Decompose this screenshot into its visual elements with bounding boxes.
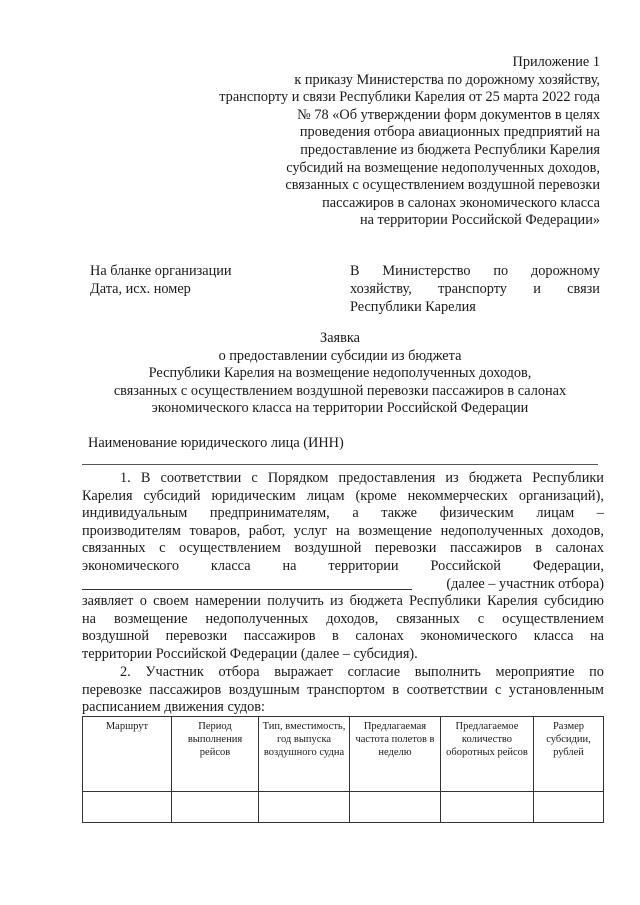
word: хозяйству, [350,281,412,297]
para1-line [82,505,604,523]
word: (кроме [355,487,397,504]
title-line: экономического класса на территории Российской Федерации [151,400,529,417]
appendix-line: пассажиров в салонах экономического класса [322,194,600,211]
word: на [335,522,350,539]
table-header-cell: Маршрут [83,717,172,792]
letterhead-note [90,262,232,298]
word: из [445,470,459,486]
word: выполнить [414,664,481,680]
appendix-line: Приложение 1 [512,54,600,70]
table-header-cell: Предлагаемое количество оборотных рейсов [441,717,534,792]
word: возмещение [358,522,433,539]
appendix-line: на территории Российской Федерации» [359,212,600,229]
word: перевозке [82,681,142,698]
word: заявляет [82,593,134,610]
document-title [80,330,600,418]
para1-line [82,611,604,629]
table-cell[interactable] [441,792,534,823]
word: Федерации, [532,557,604,574]
word: установленным [508,681,604,698]
table-cell[interactable] [534,792,604,823]
table-header-cell: Период выполнения рейсов [172,717,259,792]
word: соответствии [160,470,242,486]
word: 2. [120,664,131,680]
addressee-block [350,262,600,316]
title-line: связанных с осуществлением воздушной перевозки пассажиров в салонах [113,382,567,399]
word: предоставления [338,470,436,486]
org-name-label: Наименование юридического лица (ИНН) [88,435,344,451]
title-line: Заявка [320,330,360,346]
appendix-header [160,54,600,230]
word: осуществлением [502,610,604,627]
para1-line [82,646,604,664]
word: дорожному [531,263,600,279]
word: (далее – участник отбора) [446,575,604,592]
paragraph-1 [82,470,604,664]
word: а [352,505,359,522]
word: на [282,557,297,574]
word: намерении [195,593,261,610]
para1-line [82,628,604,646]
participant-name-fill-line [82,576,412,590]
appendix-line: к приказу Министерства по дорожному хозяйству, [294,71,600,88]
word: В [140,470,151,486]
para1-line [82,558,604,576]
word: связи [567,281,600,297]
word: своем [153,593,189,610]
word: транспорту [438,281,507,297]
appendix-line: связанных с осуществлением воздушной перевозки [285,177,600,194]
word: также [381,505,418,522]
word: осуществлением [178,540,281,557]
word: перевозки [374,540,437,557]
word: экономического [420,628,518,645]
word: на [82,610,96,627]
table-header-row [83,717,604,792]
word: мероприятие [495,664,575,680]
word: организаций), [518,487,604,504]
org-name-fill-line [82,464,598,465]
word: доходов, [551,522,604,539]
word: воздушной [294,540,362,557]
word: Республики [409,593,481,610]
word: возмещение [113,610,188,627]
word: Порядком [267,470,329,486]
word: о [139,593,147,610]
table-header-cell: Предлагаемая частота полетов в неделю [350,717,441,792]
letterhead-line: На бланке организации [90,263,232,279]
word: получить [267,593,324,610]
word: 1. [120,470,131,486]
word: доходов, [326,610,379,627]
word: в [332,628,339,645]
word: пассажиров [149,681,222,698]
word: Министерство [382,263,471,279]
word: субсидий [143,487,201,504]
table-cell[interactable] [172,792,259,823]
word: физическим [439,505,514,522]
word: территории Российской Федерации (далее – субсидия). [82,645,418,662]
word: воздушным [228,681,300,698]
word: в [535,540,543,557]
paragraph-2 [82,664,604,717]
word: на [589,628,604,645]
appendix-line: субсидий на возмещение недополученных доходов, [286,159,600,176]
word: воздушной [82,628,150,645]
word: соответствии [406,681,488,698]
word: В [350,263,360,279]
word: производителям [82,522,181,539]
appendix-line: транспорту и связи Республики Карелия от 25 марта 2022 года [219,89,600,106]
table-header-cell: Размер субсидии, рублей [534,717,604,792]
word: недополученных [440,522,544,539]
word: связанных [82,540,146,557]
word: выражает [274,664,333,680]
word: лицам [306,487,345,504]
word: салонах [555,540,604,557]
word: с [251,470,258,486]
word: связанных [396,610,460,627]
word: работ, [248,522,286,539]
word: услуг [293,522,328,539]
para1-line [82,576,604,594]
table-row [83,792,604,823]
title-line: Республики Карелия на возмещение недополученных доходов, [148,365,532,382]
word: с [495,681,502,698]
para1-line [82,523,604,541]
title-line: о предоставлении субсидии из бюджета [218,347,462,364]
word: и [533,281,541,297]
word: недополученных [205,610,309,627]
para1-line [82,540,604,558]
word: юридическим [211,487,296,504]
word: класса [210,557,251,574]
word: Участник [145,664,204,680]
appendix-line: предоставление из бюджета Республики Карелия [300,141,600,158]
word: индивидуальным [82,505,188,522]
word: пассажиров [449,540,522,557]
word: по [493,263,509,279]
table-cell[interactable] [259,792,350,823]
word: экономического [82,557,179,574]
word: по [589,664,604,680]
word: перевозки [165,628,228,645]
addressee-line-2 [350,280,600,298]
para2-line [82,682,604,700]
word: предпринимателям, [209,505,330,522]
word: Республики [532,470,604,486]
word: транспортом [307,681,385,698]
word: бюджета [468,470,523,486]
table-header-cell: Тип, вместимость, год выпуска воздушного судна [259,717,350,792]
word: согласие [347,664,401,680]
addressee-line-3: Республики Карелия [350,299,476,315]
word: класса [533,628,574,645]
appendix-line: проведения отбора авиационных предприятий на [299,124,600,141]
word: салонах [355,628,404,645]
word: отбора [218,664,260,680]
table-cell[interactable] [350,792,441,823]
para2-line [82,664,604,682]
para1-line [82,488,604,506]
word: из [330,593,344,610]
word: расписанием движения судов: [82,699,265,716]
word: пассажиров [243,628,316,645]
word: бюджета [349,593,403,610]
word: товаров, [189,522,241,539]
word: с [477,610,485,627]
addressee-line-1 [350,262,600,280]
para2-line [82,699,604,717]
para1-line [82,593,604,611]
word: – [596,505,604,522]
word: Карелия [82,487,133,504]
appendix-line: № 78 «Об утверждении форм документов в целях [297,106,600,123]
word: Карелия [487,593,538,610]
date-number-line: Дата, исх. номер [90,281,191,297]
table-cell[interactable] [83,792,172,823]
word: в [392,681,400,698]
word: субсидию [543,593,604,610]
word: Российской [430,557,501,574]
routes-table [82,716,604,823]
word: с [159,540,166,557]
word: лицам [536,505,575,522]
para1-line [82,470,604,488]
word: некоммерческих [407,487,508,504]
word: территории [328,557,399,574]
